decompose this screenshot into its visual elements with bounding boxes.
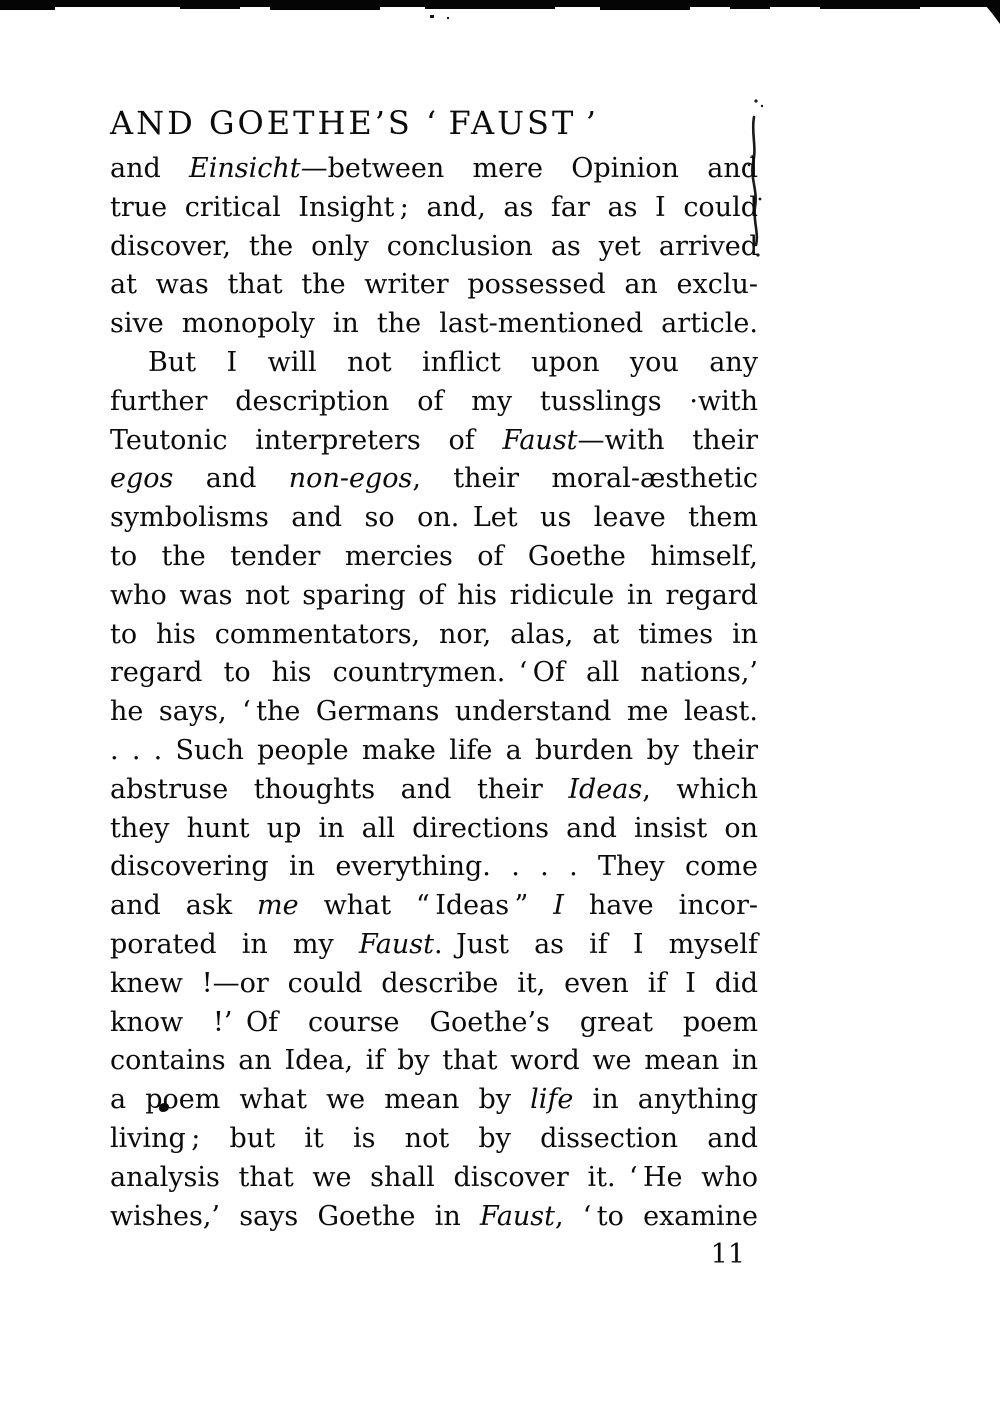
page-heading: AND GOETHE’S ‘ FAUST ’ [110, 104, 599, 142]
text-line: discover, the only conclusion as yet arrived [110, 230, 758, 262]
text-line: sive monopoly in the last-mentioned article. [110, 308, 758, 340]
text-line: and ask me what “ Ideas ” I have incor- [110, 890, 759, 922]
text-line: wishes,’ says Goethe in Faust, ‘ to examine [110, 1200, 758, 1232]
text-line: abstruse thoughts and their Ideas, which [110, 773, 759, 805]
text-line: porated in my Faust. Just as if I myself [110, 928, 758, 960]
text-line: contains an Idea, if by that word we mean in [110, 1045, 758, 1077]
text-line: a poem what we mean by life in anything [110, 1084, 758, 1116]
scan-edge-fragment [0, 7, 55, 10]
text-line: . . . Such people make life a burden by their [110, 734, 758, 766]
text-line: discovering in everything. . . . They come [110, 851, 758, 883]
text-line: to his commentators, nor, alas, at times in [110, 618, 758, 650]
text-line: living ; but it is not by dissection and [110, 1122, 758, 1154]
text-line: further description of my tusslings ·with [110, 385, 758, 417]
page-number: 11 [710, 1239, 745, 1271]
text-line: true critical Insight ; and, as far as I could [110, 191, 758, 223]
scan-edge-fragment [730, 7, 770, 9]
scan-edge-fragment [180, 7, 240, 9]
text-line: Teutonic interpreters of Faust—with their [110, 424, 758, 456]
text-line: who was not sparing of his ridicule in regard [110, 579, 758, 611]
scan-edge-fragment [270, 7, 380, 10]
text-line: know !’ Of course Goethe’s great poem [110, 1006, 758, 1038]
text-line: knew !—or could describe it, even if I did [110, 967, 758, 999]
text-content [110, 100, 758, 1272]
scan-edge-fragment [820, 7, 920, 9]
text-line: at was that the writer possessed an exclu- [110, 269, 758, 301]
text-line: he says, ‘ the Germans understand me least. [110, 696, 758, 728]
scan-edge-fragment [425, 7, 555, 9]
text-line: egos and non-egos, their moral-æsthetic [110, 463, 758, 495]
scan-speck [447, 17, 449, 19]
text-line: But I will not inflict upon you any [148, 346, 758, 378]
scan-speck [430, 15, 434, 18]
text-line: they hunt up in all directions and insist on [110, 812, 758, 844]
text-line: to the tender mercies of Goethe himself, [110, 540, 758, 572]
text-line: regard to his countrymen. ‘ Of all nations,’ [110, 657, 758, 689]
scan-edge-fragment [600, 7, 690, 10]
text-line: symbolisms and so on. Let us leave them [110, 502, 758, 534]
scan-edge-strip [0, 0, 1000, 7]
text-block [110, 150, 758, 1236]
text-line: and Einsicht—between mere Opinion and [110, 153, 758, 184]
text-line: analysis that we shall discover it. ‘ He who [110, 1161, 758, 1193]
